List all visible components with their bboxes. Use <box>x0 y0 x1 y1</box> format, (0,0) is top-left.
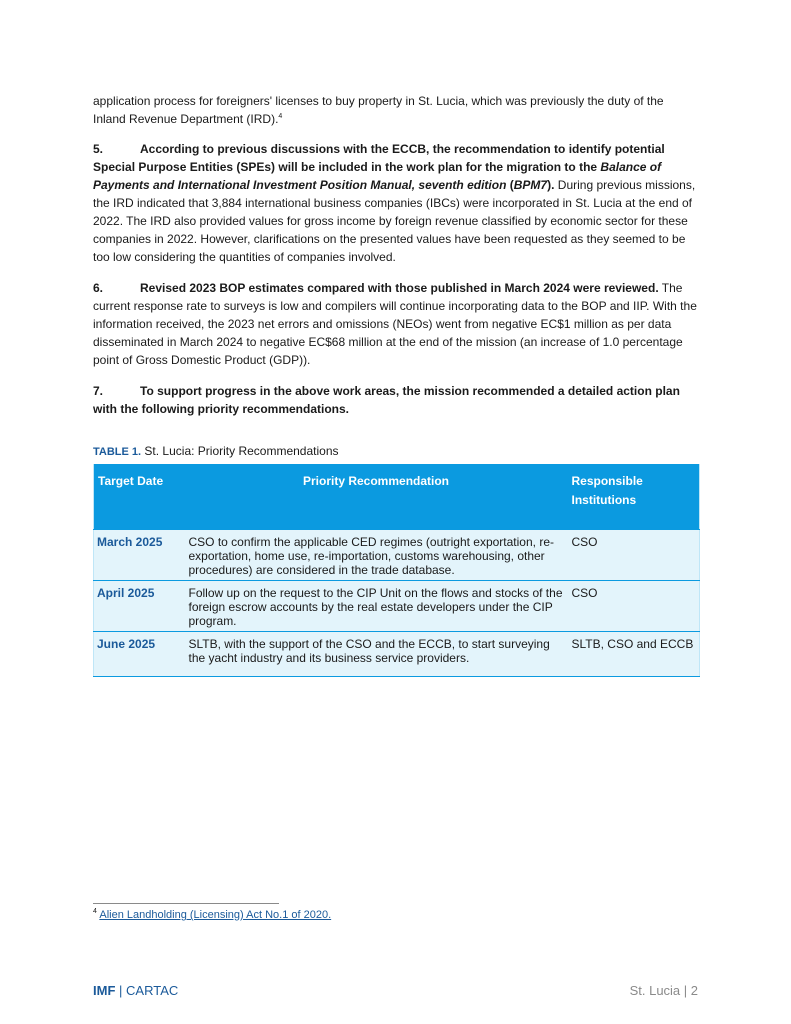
imf-logo-text: IMF <box>93 983 116 998</box>
table-title: St. Lucia: Priority Recommendations <box>144 444 339 458</box>
recommendation-cell: SLTB, with the support of the CSO and the ECCB, to start surveying the yacht industry and its business service providers. <box>185 632 568 677</box>
recommendation-cell: Follow up on the request to the CIP Unit on the flows and stocks of the foreign escrow accounts by the real estate developers under the CIP program. <box>185 581 568 632</box>
footnote-number: 4 <box>93 908 97 915</box>
header-target-date: Target Date <box>94 464 185 530</box>
header-responsible-institutions: Responsible Institutions <box>568 464 700 530</box>
table-row <box>94 530 700 581</box>
footer-branding <box>93 983 178 998</box>
footer-separator: | <box>119 983 123 998</box>
priority-recommendations-table <box>93 464 700 677</box>
target-date-cell: March 2025 <box>94 530 185 581</box>
table-caption <box>93 444 699 459</box>
table-row <box>94 632 700 677</box>
page-number: St. Lucia | 2 <box>629 983 698 998</box>
target-date-cell: June 2025 <box>94 632 185 677</box>
table-row <box>94 581 700 632</box>
institution-cell: CSO <box>568 530 700 581</box>
paragraph-5: 5. According to previous discussions with the ECCB, the recommendation to identify potential Special Purpose Entities (SPEs) will be included in the work plan for the migration to the Balance of Payments and International Investment Position Manual, seventh edition (BPM7). During previous missions, the IRD indicated that 3,884 international business companies (IBCs) were incorporated in St. Lucia at the end of 2022. The IRD also provided values for gross income by foreign revenue classified by economic sector for these companies in 2022. However, clarifications on the presented values have been requested as they seemed to be too low considering the quantities of companies involved. <box>93 142 696 264</box>
paragraph-number: 7. <box>93 384 104 398</box>
table-label: TABLE 1. <box>93 446 142 458</box>
table-header-row <box>94 464 700 530</box>
target-date-cell: April 2025 <box>94 581 185 632</box>
recommendation-cell: CSO to confirm the applicable CED regimes (outright exportation, re-exportation, home use, re-importation, customs warehousing, other procedures) are considered in the trade database. <box>185 530 568 581</box>
footnote-ref[interactable]: 4 <box>278 113 283 120</box>
footnote <box>93 909 331 922</box>
paragraph-number: 6. <box>93 281 104 295</box>
paragraph-number: 5. <box>93 142 104 156</box>
paragraph-continued: application process for foreigners' licenses to buy property in St. Lucia, which was previously the duty of the Inland Revenue Department (IRD).$^4$ <box>93 94 664 126</box>
footnote-link[interactable]: Alien Landholding (Licensing) Act No.1 of 2020. <box>99 909 332 921</box>
cartac-text: CARTAC <box>126 983 179 998</box>
paragraph-6: 6. Revised 2023 BOP estimates compared with those published in March 2024 were reviewed. The current response rate to surveys is low and compilers will continue incorporating data to the BOP and IIP. With the information received, the 2023 net errors and omissions (NEOs) went from negative EC$1 million as per data disseminated in March 2024 to negative EC$68 million at the end of the mission (an increase of 1.0 percentage point of Gross Domestic Product (GDP)). <box>93 281 697 367</box>
page-content <box>93 92 699 677</box>
footnote-divider <box>93 903 279 904</box>
institution-cell: SLTB, CSO and ECCB <box>568 632 700 677</box>
paragraph-7: 7. To support progress in the above work areas, the mission recommended a detailed action plan with the following priority recommendations. <box>93 384 680 416</box>
header-priority-recommendation: Priority Recommendation <box>185 464 568 530</box>
institution-cell: CSO <box>568 581 700 632</box>
